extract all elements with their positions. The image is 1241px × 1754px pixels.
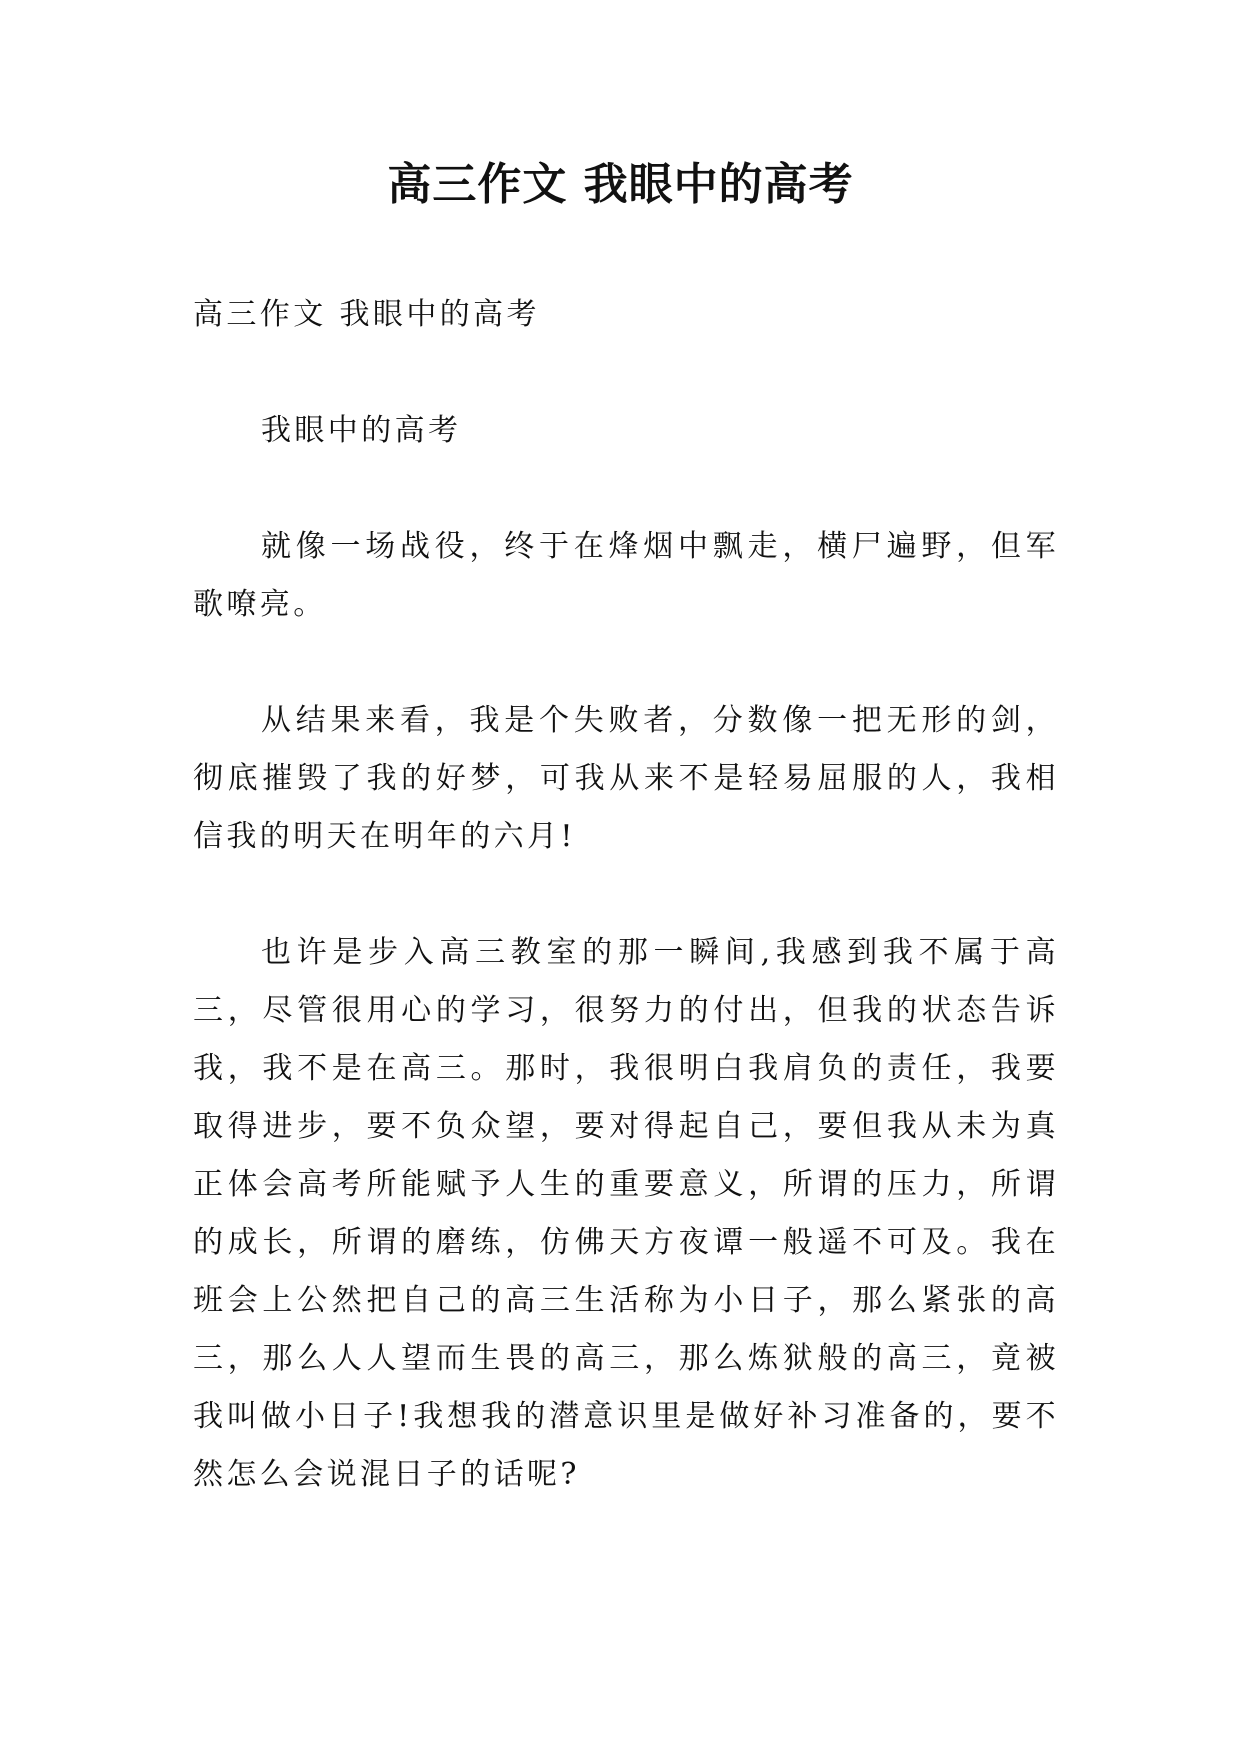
- body-paragraph: 就像一场战役，终于在烽烟中飘走，横尸遍野，但军歌嘹亮。: [193, 529, 1059, 622]
- subtitle-paragraph: 高三作文 我眼中的高考: [193, 297, 540, 332]
- heading-paragraph: 我眼中的高考: [261, 413, 462, 448]
- document-body: [193, 286, 1059, 1562]
- document-title: 高三作文 我眼中的高考: [387, 159, 854, 210]
- body-paragraph: 从结果来看，我是个失败者，分数像一把无形的剑，彻底摧毁了我的好梦，可我从来不是轻易屈服的人，我相信我的明天在明年的六月!: [193, 703, 1059, 854]
- body-paragraph: 也许是步入高三教室的那一瞬间,我感到我不属于高三，尽管很用心的学习，很努力的付出，但我的状态告诉我，我不是在高三。那时，我很明白我肩负的责任，我要取得进步，要不负众望，要对得起自己，要但我从未为真正体会高考所能赋予人生的重要意义，所谓的压力，所谓的成长，所谓的磨练，仿佛天方夜谭一般遥不可及。我在班会上公然把自己的高三生活称为小日子，那么紧张的高三，那么人人望而生畏的高三，那么炼狱般的高三，竟被我叫做小日子!我想我的潜意识里是做好补习准备的，要不然怎么会说混日子的话呢?: [193, 935, 1059, 1492]
